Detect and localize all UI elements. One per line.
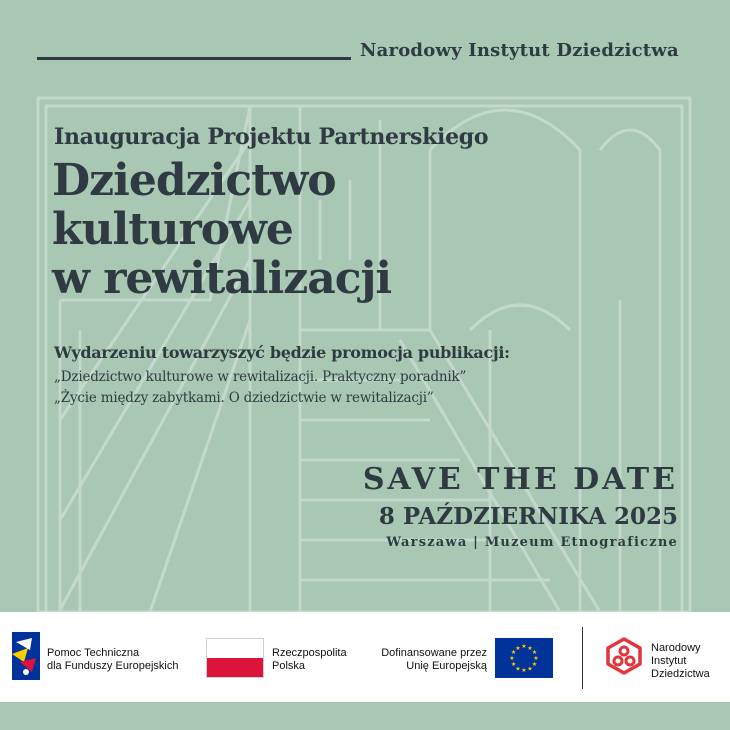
pl-line-1: Rzeczpospolita [272,647,347,659]
eu-star: ★ [510,661,517,669]
eu-star: ★ [527,644,533,652]
eu-star: ★ [533,655,539,663]
org-name-top: Narodowy Instytut Dziedzictwa [360,40,679,61]
bottom-band [0,702,730,730]
eu-star: ★ [527,665,533,673]
nid-line-2: Instytut [651,655,687,667]
nid-logo-icon [604,636,644,676]
fe-line-1: Pomoc Techniczna [47,647,140,659]
eu-star: ★ [531,649,538,657]
event-title [52,156,391,303]
top-rule [37,57,351,60]
eu-label [377,647,487,673]
event-subtitle: Inauguracja Projektu Partnerskiego [54,124,489,150]
pl-line-2: Polska [272,660,306,672]
nid-line-3: Dziedzictwa [651,668,710,680]
title-line-3: w rewitalizacji [52,253,392,304]
nid-label [651,642,710,681]
polish-flag-icon [206,638,264,678]
title-line-2: kulturowe [52,204,293,255]
publication-1: „Dziedzictwo kulturowe w rewitalizacji. Praktyczny poradnik” [54,369,467,385]
eu-star: ★ [521,667,527,675]
pl-label [272,647,347,673]
publication-2: „Życie między zabytkami. O dziedzictwie w rewitalizacji” [54,390,434,406]
save-the-date: SAVE THE DATE [362,462,678,497]
footer-divider [582,627,583,689]
eu-star: ★ [515,644,521,652]
eu-line-2: Unię Europejską [406,660,487,672]
european-funds-icon [12,632,40,680]
event-location: Warszawa | Muzeum Etnograficzne [386,535,678,550]
eu-star: ★ [509,655,515,663]
eu-flag-icon [495,638,553,678]
eu-star: ★ [510,649,517,657]
fe-line-2: dla Funduszy Europejskich [47,660,179,672]
eu-line-1: Dofinansowane przez [381,647,487,659]
title-line-1: Dziedzictwo [52,155,336,206]
promo-lead: Wydarzeniu towarzyszyć będzie promocja publikacji: [54,343,510,362]
fe-label [47,647,178,673]
eu-star: ★ [515,665,521,673]
event-date: 8 PAŹDZIERNIKA 2025 [378,503,678,530]
eu-star: ★ [531,661,538,669]
nid-line-1: Narodowy [651,642,701,654]
eu-star: ★ [521,643,527,651]
